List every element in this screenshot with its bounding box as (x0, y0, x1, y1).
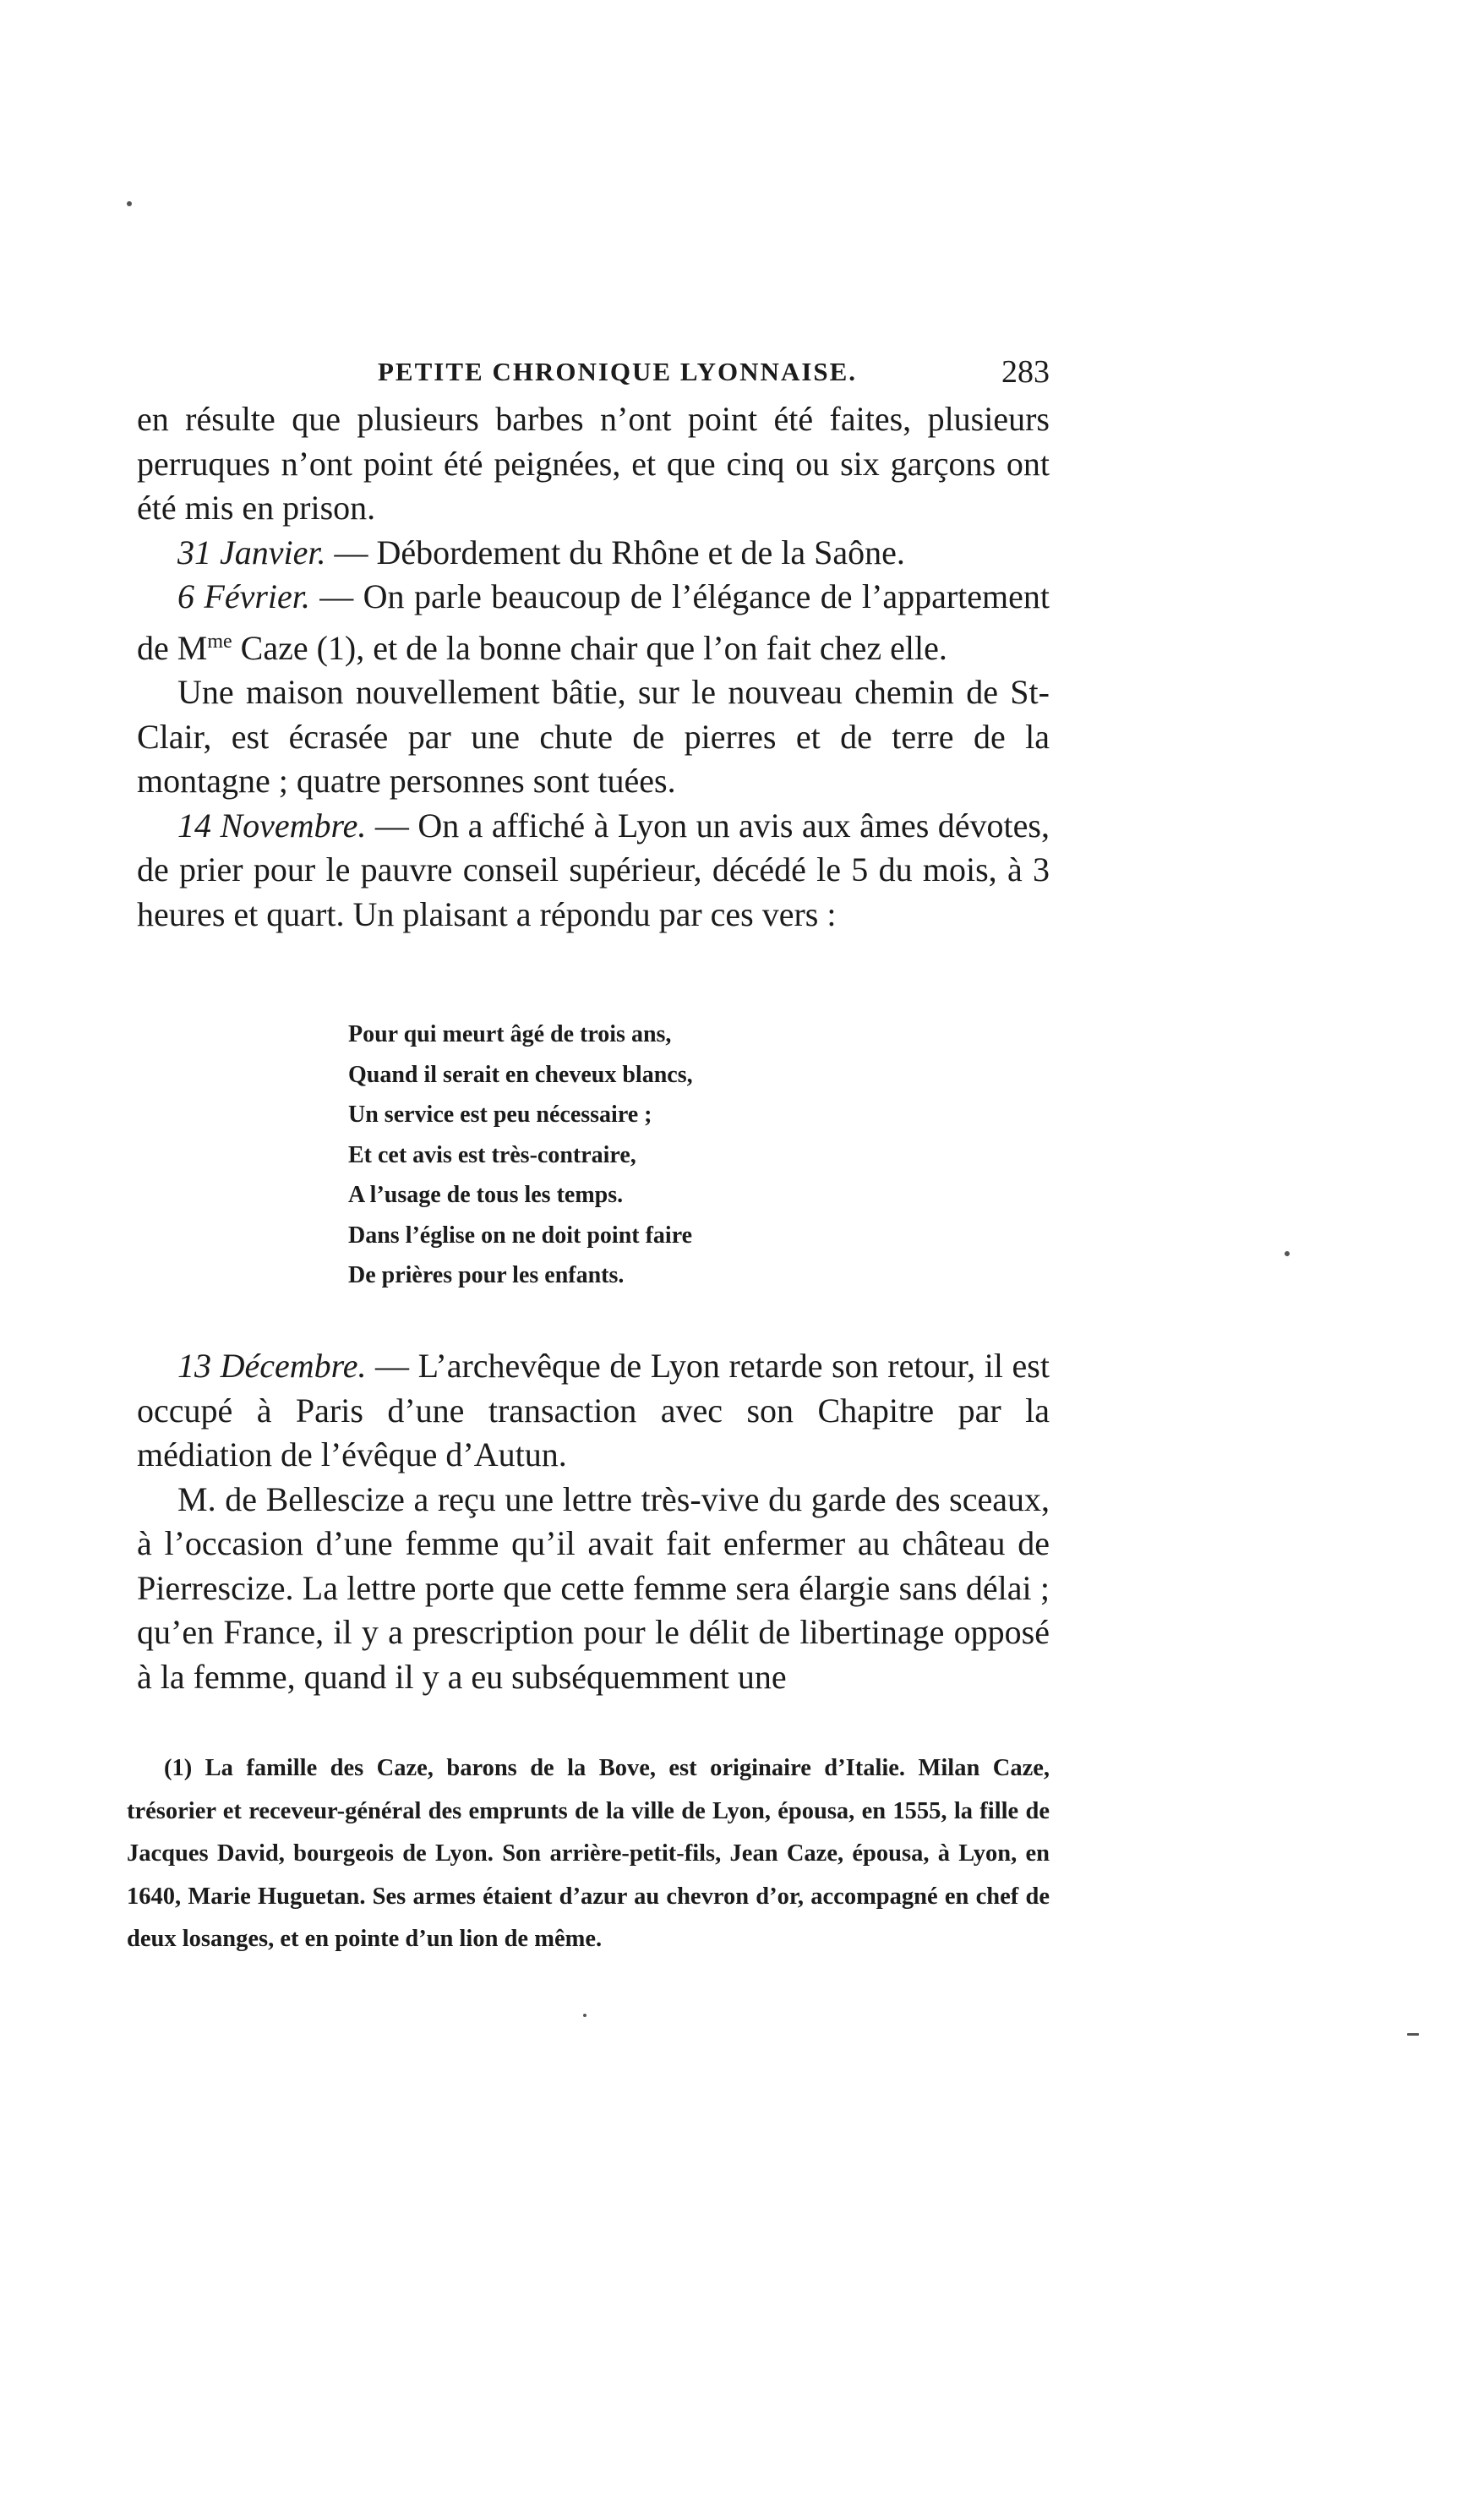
paragraph-3 (137, 575, 1050, 670)
scan-speck (583, 2014, 587, 2017)
page-number: 283 (1001, 354, 1050, 390)
poem-line: Pour qui meurt âgé de trois ans, (348, 1021, 672, 1047)
poem-line: A l’usage de tous les temps. (348, 1182, 624, 1208)
scan-speck (127, 201, 132, 206)
poem-line: Et cet avis est très-contraire, (348, 1141, 636, 1168)
entry-text: Caze (1), et de la bonne chair que l’on fait chez elle. (232, 628, 947, 667)
paragraph-4: Une maison nouvellement bâtie, sur le nouveau chemin de St-Clair, est écrasée par une chute de pierres et de terre de la montagne ; quatre personnes sont tuées. (137, 673, 1050, 800)
paragraph-1: en résulte que plusieurs barbes n’ont point été faites, plusieurs perruques n’ont point été peignées, et que cinq ou six garçons ont été mis en prison. (137, 400, 1050, 527)
paragraph-6 (137, 1344, 1050, 1478)
poem-line: Dans l’église on ne doit point faire (348, 1222, 693, 1249)
scan-speck (1407, 2033, 1419, 2036)
paragraph-5 (137, 804, 1050, 938)
entry-text: — Débordement du Rhône et de la Saône. (325, 533, 905, 571)
poem-line: Quand il serait en cheveux blancs, (348, 1061, 693, 1088)
main-text (137, 397, 1050, 937)
main-text-continued (137, 1344, 1050, 1699)
poem-line: Un service est peu nécessaire ; (348, 1102, 652, 1128)
paragraph-7: M. de Bellescize a reçu une lettre très-vive du garde des sceaux, à l’occasion d’une femme qu’il avait fait enfermer au château de Pierrescize. La lettre porte que cette femme sera élargie sans délai ; qu’en France, il y a prescription pour le délit de libertinage opposé à la femme, quand il y a eu subséquemment une (137, 1479, 1050, 1696)
footnote (127, 1747, 1050, 1961)
entry-date: 14 Novembre. (177, 806, 367, 845)
entry-text: — L’archevêque de Lyon retarde son retour, il est occupé à Paris d’une transaction avec son Chapitre par la médiation de l’évêque d’Autun. (137, 1347, 1050, 1473)
paragraph-2 (137, 531, 1050, 576)
poem-line: De prières pour les enfants. (348, 1262, 625, 1288)
page-header (137, 353, 1050, 394)
entry-text: — On parle beaucoup de l’élégance de l’appartement de M (137, 577, 1050, 667)
entry-text: — On a affiché à Lyon un avis aux âmes dévotes, de prier pour le pauvre conseil supérieur, décédé le 5 du mois, à 3 heures et quart. Un plaisant a répondu par ces vers : (137, 806, 1050, 933)
entry-date: 6 Février. (177, 577, 310, 615)
poem (348, 1014, 940, 1296)
entry-date: 31 Janvier. (177, 533, 326, 571)
entry-date: 13 Décembre. (177, 1347, 367, 1385)
running-title: PETITE CHRONIQUE LYONNAISE. (378, 357, 858, 386)
footnote-text: (1) La famille des Caze, barons de la Bove, est originaire d’Italie. Milan Caze, trésorier et receveur-général des emprunts de la ville de Lyon, épousa, en 1555, la fille de Jacques David, bourgeois de Lyon. Son arrière-petit-fils, Jean Caze, épousa, à Lyon, en 1640, Marie Huguetan. Ses armes étaient d’azur au chevron d’or, accompagné en chef de deux losanges, et en pointe d’un lion de même. (127, 1755, 1050, 1952)
superscript: me (207, 630, 232, 653)
scan-speck (1285, 1251, 1290, 1256)
